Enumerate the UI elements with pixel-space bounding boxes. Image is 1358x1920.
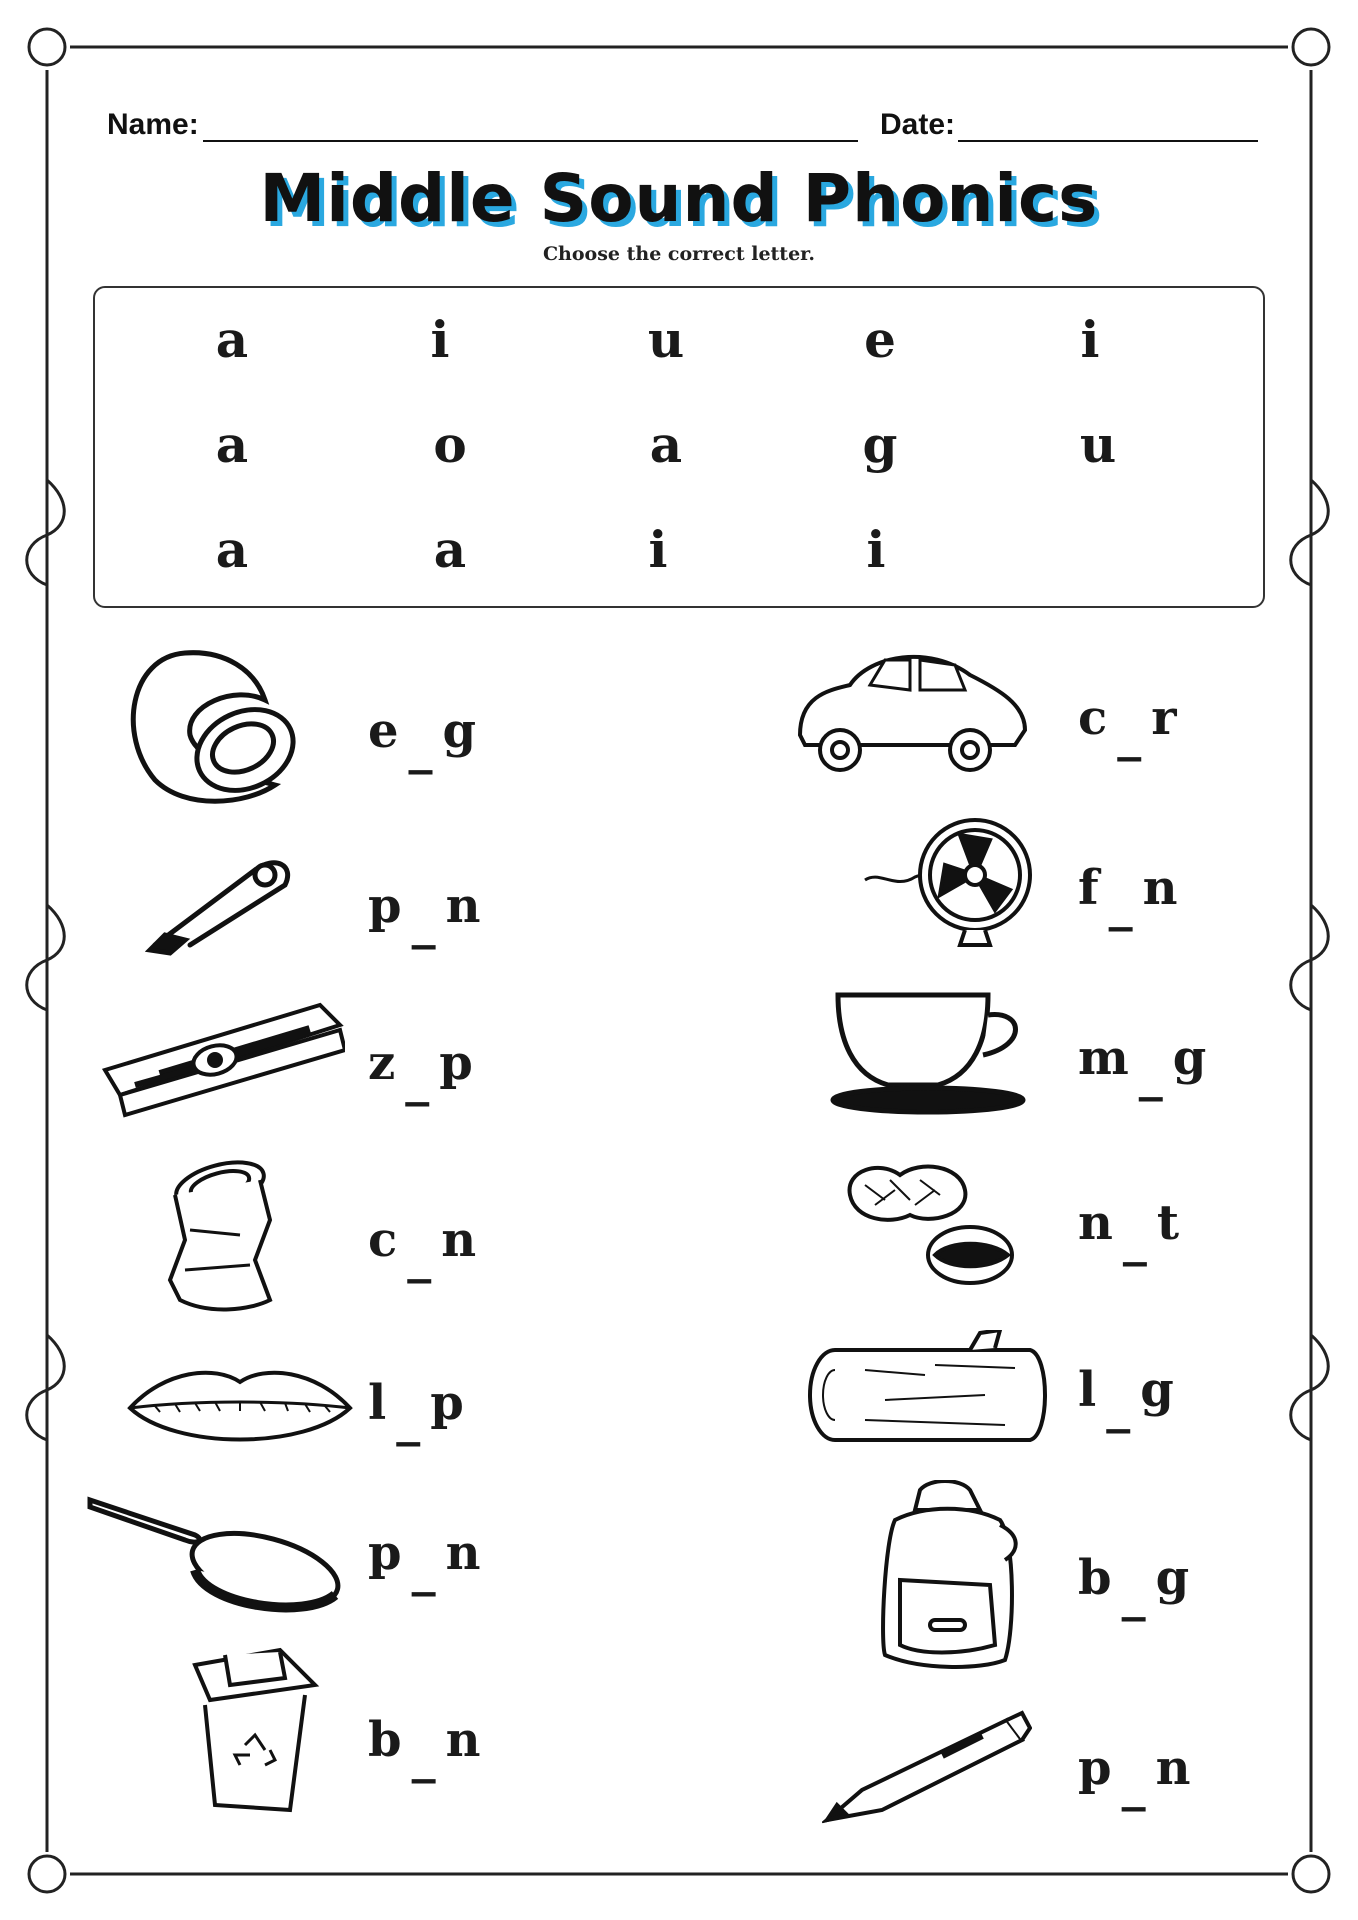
bank-letter: a [433, 520, 467, 579]
word-end: n [445, 1525, 481, 1581]
word-start: f [1078, 860, 1099, 916]
word-end: g [1140, 1362, 1174, 1418]
word-pen [1078, 1740, 1191, 1812]
word-zip [368, 1035, 473, 1107]
word-end: n [441, 1212, 477, 1268]
bank-letter: i [1080, 310, 1100, 369]
word-blank[interactable]: _ [407, 1228, 432, 1284]
word-egg [368, 703, 477, 775]
word-blank[interactable]: _ [1138, 1046, 1163, 1102]
bank-letter: a [215, 310, 249, 369]
zipper-icon [100, 1000, 345, 1120]
word-end: g [1155, 1550, 1190, 1606]
word-blank[interactable]: _ [405, 1051, 430, 1107]
word-start: z [368, 1035, 396, 1091]
word-blank[interactable]: _ [1108, 876, 1133, 932]
word-log [1078, 1362, 1174, 1434]
backpack-icon [870, 1480, 1025, 1675]
word-blank[interactable]: _ [1117, 706, 1142, 762]
date-label: Date: [880, 108, 956, 141]
bank-letter: i [648, 520, 668, 579]
word-can [368, 1212, 477, 1284]
bank-letter: a [215, 520, 249, 579]
bank-letter: e [864, 310, 896, 369]
word-fan [1078, 860, 1178, 932]
bank-letter: i [430, 310, 450, 369]
bank-letter: u [1079, 415, 1117, 474]
frying-pan-icon [85, 1485, 345, 1620]
word-start: n [1078, 1195, 1113, 1251]
word-start: l [1078, 1362, 1097, 1418]
word-nut [1078, 1195, 1180, 1267]
word-end: n [445, 878, 481, 934]
word-start: b [1078, 1550, 1112, 1606]
log-icon [805, 1330, 1055, 1445]
word-start: p [1078, 1740, 1112, 1796]
car-icon [790, 645, 1030, 780]
word-blank[interactable]: _ [1121, 1756, 1146, 1812]
name-label: Name: [107, 108, 199, 141]
bank-letter: u [647, 310, 685, 369]
word-start: c [368, 1212, 398, 1268]
lips-icon [125, 1360, 355, 1455]
word-start: e [368, 703, 399, 759]
instructions: Choose the correct letter. [542, 243, 816, 265]
word-end: p [439, 1035, 473, 1091]
safety-pin-icon [145, 845, 305, 965]
word-start: m [1078, 1030, 1129, 1086]
coconut-icon [115, 645, 305, 810]
word-blank[interactable]: _ [408, 719, 433, 775]
word-blank[interactable]: _ [411, 1541, 436, 1597]
word-end: g [442, 703, 477, 759]
page-title: Middle Sound Phonics [259, 160, 1099, 237]
word-start: l [368, 1375, 387, 1431]
word-car [1078, 690, 1177, 762]
word-start: p [368, 878, 402, 934]
word-blank[interactable]: _ [1106, 1378, 1131, 1434]
mug-icon [828, 990, 1028, 1115]
word-end: n [1142, 860, 1178, 916]
name-field-line[interactable] [203, 140, 858, 142]
word-end: t [1156, 1195, 1180, 1251]
word-start: p [368, 1525, 402, 1581]
bank-letter: i [866, 520, 886, 579]
word-start: c [1078, 690, 1108, 746]
word-blank[interactable]: _ [411, 1728, 436, 1784]
date-field-line[interactable] [958, 140, 1258, 142]
crushed-can-icon [160, 1160, 280, 1320]
word-end: g [1172, 1030, 1207, 1086]
recycle-bin-icon [190, 1640, 320, 1815]
pen-icon [822, 1710, 1032, 1825]
word-end: r [1151, 690, 1177, 746]
word-start: b [368, 1712, 402, 1768]
word-end: p [430, 1375, 464, 1431]
bank-letter: o [433, 415, 467, 474]
word-bag [1078, 1550, 1190, 1622]
word-lip [368, 1375, 464, 1447]
word-blank[interactable]: _ [411, 894, 436, 950]
word-end: n [1155, 1740, 1191, 1796]
word-blank[interactable]: _ [396, 1391, 421, 1447]
bank-letter: g [862, 415, 898, 474]
bank-letter: a [649, 415, 683, 474]
word-blank[interactable]: _ [1122, 1211, 1147, 1267]
bank-letter: a [215, 415, 249, 474]
nuts-icon [840, 1155, 1015, 1290]
word-blank[interactable]: _ [1121, 1566, 1146, 1622]
fan-icon [860, 815, 1040, 955]
word-end: n [445, 1712, 481, 1768]
word-mug [1078, 1030, 1207, 1102]
word-bin [368, 1712, 481, 1784]
word-pan [368, 1525, 481, 1597]
word-pin [368, 878, 481, 950]
